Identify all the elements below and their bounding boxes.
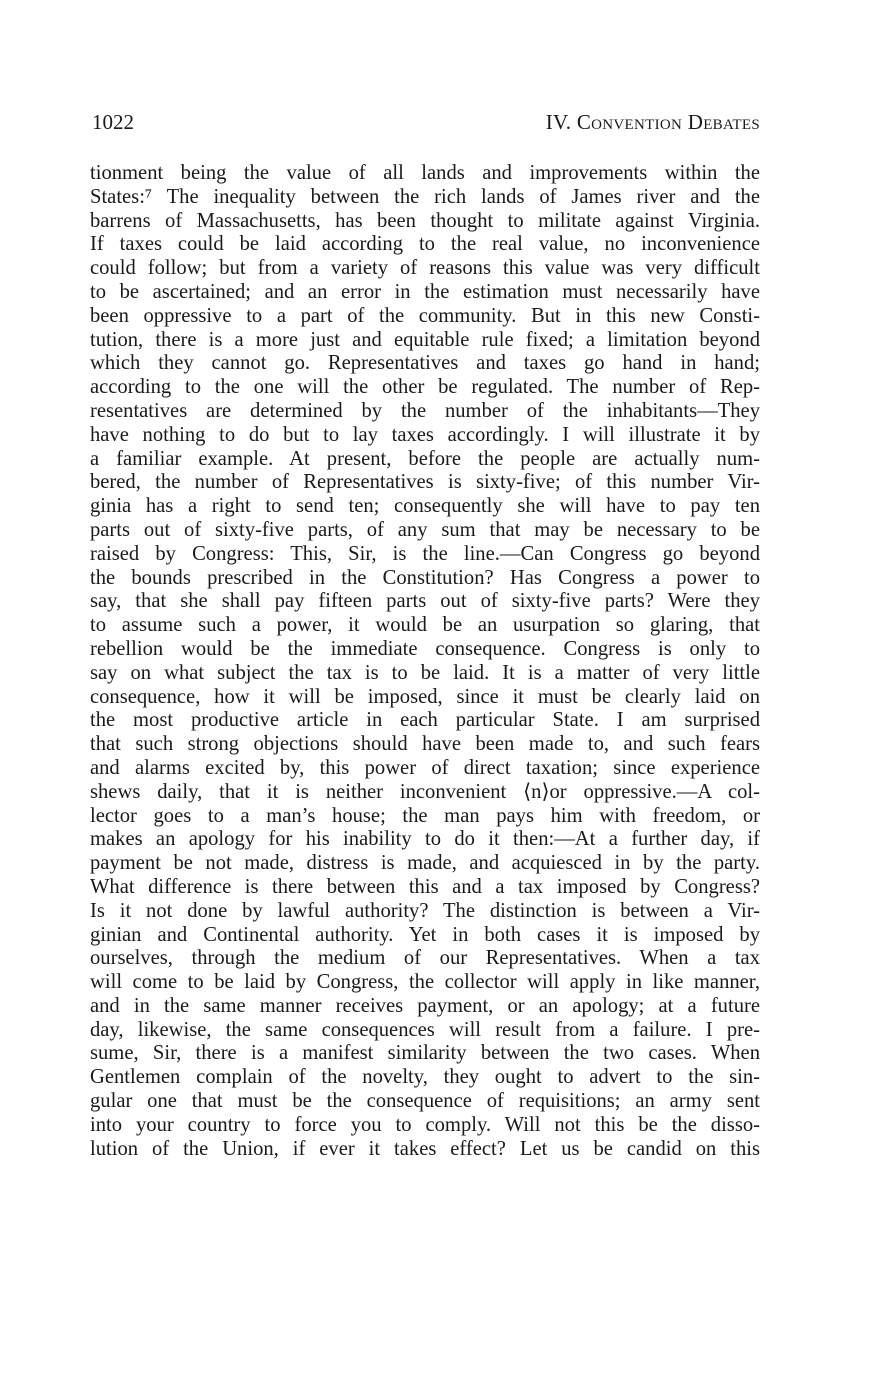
text-line: gular one that must be the consequence of requisitions; an army sent	[90, 1090, 760, 1113]
body-text	[90, 162, 760, 1161]
text-line: tionment being the value of all lands and improvements within the	[90, 162, 760, 184]
running-head	[92, 110, 760, 140]
text-line: a familiar example. At present, before the people are actually num-	[90, 447, 760, 470]
text-line: rebellion would be the immediate consequence. Congress is only to	[90, 637, 760, 660]
text-line: ginian and Continental authority. Yet in both cases it is imposed by	[90, 923, 760, 946]
text-line: could follow; but from a variety of reasons this value was very difficult	[90, 257, 760, 280]
text-line: If taxes could be laid according to the real value, no inconvenience	[90, 233, 760, 256]
text-line: and alarms excited by, this power of direct taxation; since experience	[90, 756, 760, 779]
text-line: will come to be laid by Congress, the collector will apply in like manner,	[90, 971, 760, 994]
text-line: sume, Sir, there is a manifest similarity between the two cases. When	[90, 1042, 760, 1065]
text-line: barrens of Massachusetts, has been thought to militate against Virginia.	[90, 209, 760, 232]
text-line: What difference is there between this and a tax imposed by Congress?	[90, 875, 760, 898]
text-line: the bounds prescribed in the Constitution? Has Congress a power to	[90, 566, 760, 589]
text-line: lector goes to a man’s house; the man pays him with freedom, or	[90, 804, 760, 827]
text-line: ourselves, through the medium of our Representatives. When a tax	[90, 947, 760, 970]
text-line: makes an apology for his inability to do it then:—At a further day, if	[90, 828, 760, 851]
text-line: to be ascertained; and an error in the estimation must necessarily have	[90, 280, 760, 303]
text-line: say on what subject the tax is to be laid. It is a matter of very little	[90, 661, 760, 684]
text-line: resentatives are determined by the number of the inhabitants—They	[90, 399, 760, 422]
text-line: the most productive article in each particular State. I am surprised	[90, 709, 760, 732]
text-line: Gentlemen complain of the novelty, they ought to advert to the sin-	[90, 1066, 760, 1089]
text-line: into your country to force you to comply. Will not this be the disso-	[90, 1113, 760, 1136]
text-line: according to the one will the other be regulated. The number of Rep-	[90, 376, 760, 399]
text-line: parts out of sixty-five parts, of any sum that may be necessary to be	[90, 518, 760, 541]
page-number: 1022	[92, 110, 134, 134]
text-line: say, that she shall pay fifteen parts out of sixty-five parts? Were they	[90, 590, 760, 613]
text-line: raised by Congress: This, Sir, is the line.—Can Congress go beyond	[90, 542, 760, 565]
text-line: States:⁷ The inequality between the rich lands of James river and the	[90, 185, 760, 208]
text-line: been oppressive to a part of the community. But in this new Consti-	[90, 304, 760, 327]
text-line: to assume such a power, it would be an usurpation so glaring, that	[90, 614, 760, 637]
text-line: day, likewise, the same consequences will result from a failure. I pre-	[90, 1018, 760, 1041]
text-line: have nothing to do but to lay taxes accordingly. I will illustrate it by	[90, 423, 760, 446]
section-title: IV. Convention Debates	[545, 110, 760, 134]
text-line: which they cannot go. Representatives and taxes go hand in hand;	[90, 352, 760, 375]
text-line: lution of the Union, if ever it takes effect? Let us be candid on this	[90, 1137, 760, 1160]
text-line: bered, the number of Representatives is sixty-five; of this number Vir-	[90, 471, 760, 494]
text-line: ginia has a right to send ten; consequently she will have to pay ten	[90, 495, 760, 518]
text-line: shews daily, that it is neither inconvenient ⟨n⟩or oppressive.—A col-	[90, 780, 760, 803]
text-line: payment be not made, distress is made, and acquiesced in by the party.	[90, 852, 760, 875]
text-line: and in the same manner receives payment, or an apology; at a future	[90, 994, 760, 1017]
text-line: Is it not done by lawful authority? The distinction is between a Vir-	[90, 899, 760, 922]
text-line: that such strong objections should have been made to, and such fears	[90, 733, 760, 756]
text-line: tution, there is a more just and equitable rule fixed; a limitation beyond	[90, 328, 760, 351]
text-line: consequence, how it will be imposed, since it must be clearly laid on	[90, 685, 760, 708]
